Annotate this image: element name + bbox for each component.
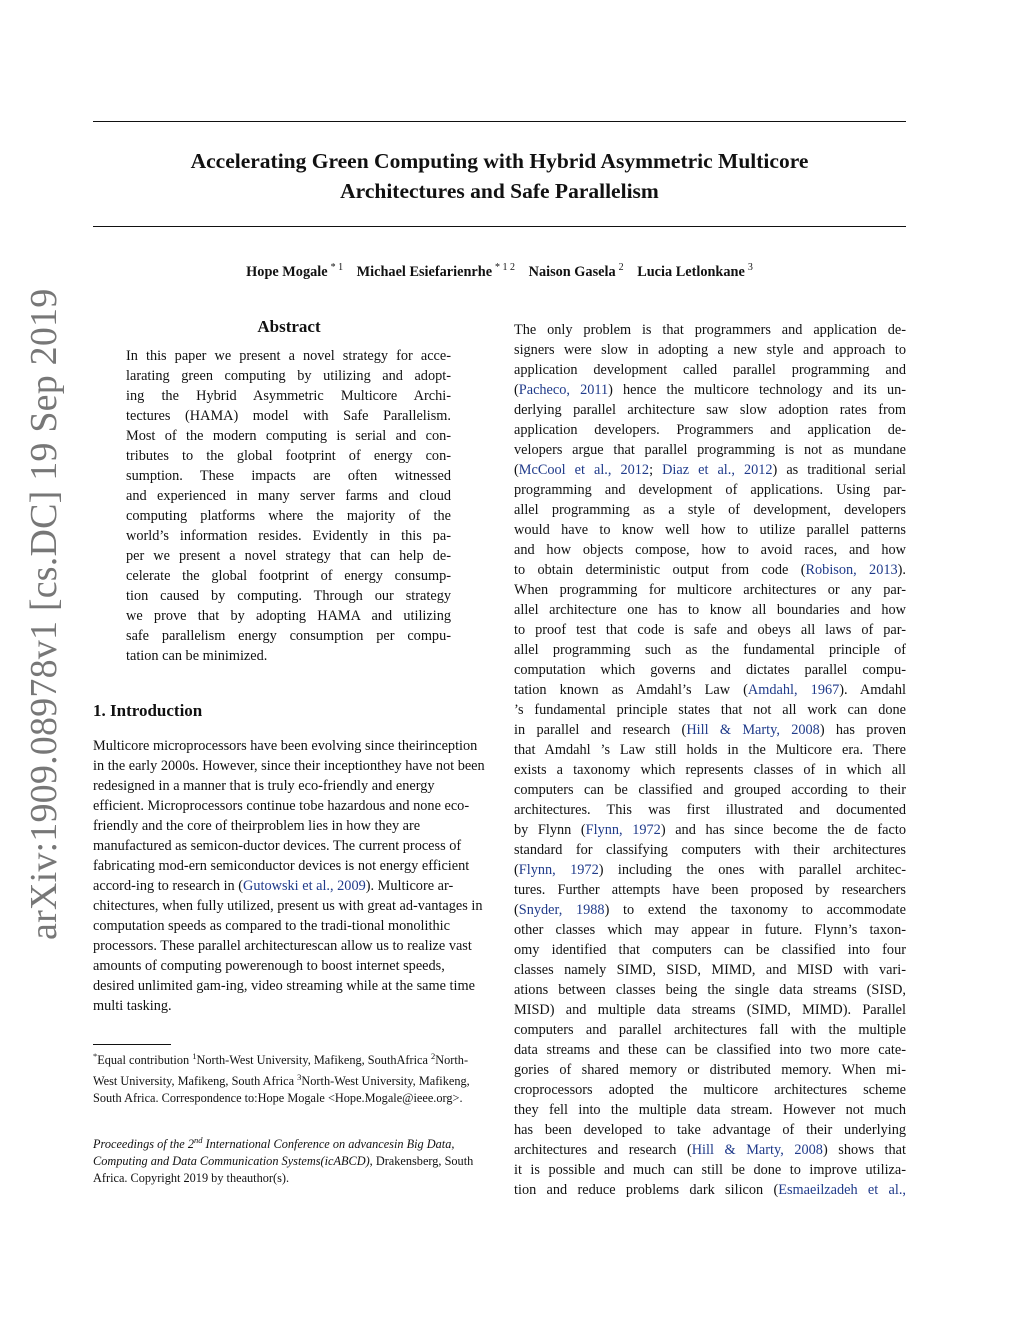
text-line: to obtain deterministic output from code (Robison, 2013). <box>514 562 906 578</box>
text-line: has been developed to take advantage of their underlying <box>514 1122 906 1138</box>
right-column-body <box>514 320 906 1200</box>
text-line: data streams and these can be classified into two more cate- <box>514 1042 906 1058</box>
text-line: In this paper we present a novel strategy for acce- <box>126 348 451 364</box>
text-line: in Big Data, Computing and Data Communication Systems <box>93 1137 455 1168</box>
text-line: ations between classes being the single data streams (SISD, <box>514 982 906 998</box>
text-line: exists a taxonomy which represents classes of in which all <box>514 762 906 778</box>
citation-link[interactable]: Hill & Marty, 2008 <box>691 1142 823 1158</box>
paper-title <box>93 146 906 206</box>
text-line: The only problem is that programmers and application de- <box>514 322 906 338</box>
author-affiliation-marks: * 1 2 <box>495 262 516 273</box>
text-line: programming and development of applications. Using par- <box>514 482 906 498</box>
proceedings-notice <box>93 1132 485 1187</box>
title-top-rule <box>93 121 906 122</box>
text-line: ern semiconductor devices is not energy efficient accord- <box>93 858 470 894</box>
text-line: be hazardous and none eco-friendly and the core of their <box>93 798 470 834</box>
text-line: would have to know well how to utilize parallel patterns <box>514 522 906 538</box>
text-line: computation which governs and dictates parallel compu- <box>514 662 906 678</box>
text-line: to proof test that code is safe and obeys all laws of par- <box>514 622 906 638</box>
text-line: allel programming as a style of development, developers <box>514 502 906 518</box>
text-line: by Flynn (Flynn, 1972) and has since become the de facto <box>514 822 906 838</box>
text-line: Proceedings of the 2nd International Conference on advances <box>93 1135 394 1151</box>
text-line: Most of the modern computing is serial and con- <box>126 428 451 444</box>
text-line: architectures and research (Hill & Marty, 2008) shows that <box>514 1142 906 1158</box>
citation-link[interactable]: Hill & Marty, 2008 <box>686 722 820 738</box>
citation-link[interactable]: Pacheco, 2011 <box>518 382 609 398</box>
text-line: sumption. These impacts are often witnessed <box>126 468 451 484</box>
text-line: Hope Mogale <Hope.Mogale@ieee.org>. <box>257 1091 463 1105</box>
introduction-heading: 1. Introduction <box>93 701 203 720</box>
text-line: chitectures, when fully utilized, present us with great ad- <box>93 898 418 914</box>
citation-link[interactable]: Amdahl, 1967 <box>747 682 840 698</box>
paper-title-line-2: Architectures and Safe Parallelism <box>340 179 659 203</box>
text-line: and experienced in many server farms and cloud <box>126 488 451 504</box>
text-line: (Flynn, 1972) including the ones with parallel architec- <box>514 862 906 878</box>
text-line: croprocessors adopted the multicore architectures scheme <box>514 1082 906 1098</box>
text-line: West University, Mafikeng, South Africa. Correspondence to: <box>93 1074 470 1105</box>
text-line: they have not been redesigned in a manner that is truly eco- <box>93 758 485 794</box>
citation-link[interactable]: McCool et al., 2012 <box>518 462 650 478</box>
author-name: Lucia Letlonkane <box>637 264 745 280</box>
author-affiliation-marks: 2 <box>618 262 624 273</box>
text-line: allel programming such as the fundamental principle of <box>514 642 906 658</box>
text-line: derlying parallel architecture saw slow adoption rates from <box>514 402 906 418</box>
text-line: problem lies in how they are manufactured as semicon- <box>93 818 421 854</box>
text-line: and how objects compose, how to avoid races, and how <box>514 542 906 558</box>
text-line: it is possible and much can still be done to improve utiliza- <box>514 1162 906 1178</box>
text-line: tributes to the global footprint of energy con- <box>126 448 451 464</box>
footnote <box>93 1048 485 1107</box>
text-line: tion caused by computing. Through our strategy <box>126 588 451 604</box>
text-line: vantages in computation speeds as compared to the tradi- <box>93 898 483 934</box>
text-line: *Equal contribution $^1$North-West University, Mafikeng, South <box>93 1051 397 1067</box>
text-line: that Amdahl ’s Law still holds in the Multicore era. There <box>514 742 906 758</box>
citation-link[interactable]: Gutowski et al., 2009 <box>243 878 366 894</box>
text-line: application developers. Programmers and application de- <box>514 422 906 438</box>
text-line: architectures. This was first illustrated and documented <box>514 802 906 818</box>
text-line: classes namely SIMD, SISD, MIMD, and MISD with vari- <box>514 962 906 978</box>
text-line: standard for classifying computers with their architectures <box>514 842 906 858</box>
text-line: signers were slow in adopting a new style and approach to <box>514 342 906 358</box>
citation-link[interactable]: Esmaeilzadeh et al., <box>778 1182 906 1198</box>
author-list <box>93 262 906 281</box>
text-line: celerate the global footprint of energy consump- <box>126 568 451 584</box>
footnote-rule <box>93 1044 171 1045</box>
text-line: (McCool et al., 2012; Diaz et al., 2012) as traditional serial <box>514 462 907 478</box>
text-line: ing the Hybrid Asymmetric Multicore Archi- <box>126 388 451 404</box>
author-name: Michael Esiefarienrhe <box>356 264 493 280</box>
citation-link[interactable]: Flynn, 1972 <box>585 822 661 838</box>
author <box>246 264 343 280</box>
citation-link[interactable]: Snyder, 1988 <box>518 902 605 918</box>
text-line: application development called parallel programming and <box>514 362 906 378</box>
citation-link[interactable]: Flynn, 1972 <box>518 862 599 878</box>
text-line: ing to research in (Gutowski et al., 2009). Multicore ar- <box>135 878 454 894</box>
text-line: friendly and energy efficient. Microprocessors continue to <box>93 778 435 814</box>
text-line: gories of shared memory or distributed memory. When mi- <box>514 1062 906 1078</box>
text-line: (icABCD), Drakensberg, South Africa. Copyright 2019 by the <box>93 1154 474 1185</box>
text-line: omy identified that computers can be classified into four <box>514 942 906 958</box>
text-line: ’s fundamental principle states that not all work can done <box>514 702 906 718</box>
abstract-heading: Abstract <box>257 317 321 336</box>
text-line: computers and parallel architectures fall with the multiple <box>514 1022 906 1038</box>
text-line: tectures (HAMA) model with Safe Parallelism. <box>126 408 451 424</box>
text-line: enough to boost internet speeds, desired unlimited gam- <box>93 958 445 994</box>
author <box>357 264 515 280</box>
text-line: computing platforms where the majority of the <box>126 508 451 524</box>
text-line: Multicore microprocessors have been evolving since their <box>93 738 425 754</box>
citation-link[interactable]: Robison, 2013 <box>805 562 898 578</box>
arxiv-identifier: arXiv:1909.08978v1 [cs.DC] 19 Sep 2019 <box>23 288 65 940</box>
text-line: tures. Further attempts have been proposed by researchers <box>514 882 906 898</box>
author <box>529 264 624 280</box>
text-line: Africa $^2$North-West University, Mafikeng, South Africa $^3$North- <box>93 1051 469 1088</box>
title-bottom-rule <box>93 226 906 227</box>
author-name: Hope Mogale <box>246 264 328 280</box>
text-line: (Pacheco, 2011) hence the multicore technology and its un- <box>514 382 907 398</box>
text-line: author(s). <box>241 1171 290 1185</box>
text-line: per we present a novel strategy that can help de- <box>126 548 451 564</box>
text-line: safe parallelism energy consumption per compu- <box>126 628 451 644</box>
text-line: tation known as Amdahl’s Law (Amdahl, 1967). Amdahl <box>514 682 906 698</box>
abstract-body <box>126 346 451 666</box>
text-line: in parallel and research (Hill & Marty, 2008) has proven <box>514 722 906 738</box>
paper-title-line-1: Accelerating Green Computing with Hybrid Asymmetric Multicore <box>190 149 809 173</box>
author <box>637 264 753 280</box>
text-line: larating green computing by utilizing and adopt- <box>126 368 451 384</box>
text-line: tion and reduce problems dark silicon (Esmaeilzadeh et al., <box>514 1182 906 1198</box>
text-line: When programming for multicore architectures or any par- <box>514 582 906 598</box>
text-line: velopers argue that parallel programming is not as mundane <box>514 442 906 458</box>
author-affiliation-marks: * 1 <box>330 262 344 273</box>
text-line: computers can be classified and grouped according to their <box>514 782 906 798</box>
citation-link[interactable]: Diaz et al., 2012 <box>662 462 773 478</box>
text-line: tation can be minimized. <box>126 648 268 664</box>
text-line: ing, video streaming while at the same time multi tasking. <box>93 978 475 1014</box>
text-line: tional monolithic processors. These parallel architectures <box>93 918 450 954</box>
text-line: allel architecture one has to know all boundaries and how <box>514 602 906 618</box>
text-line: MISD) and multiple data streams (SIMD, MIMD). Parallel <box>514 1002 906 1018</box>
text-line: inception in the early 2000s. However, since their inception <box>93 738 478 774</box>
text-line: they fell into the multiple data stream. However not much <box>514 1102 906 1118</box>
author-name: Naison Gasela <box>528 264 616 280</box>
text-line: other classes which may appear in future. Flynn’s taxon- <box>514 922 906 938</box>
text-line: can allow us to realize vast amounts of computing power <box>93 938 472 974</box>
author-affiliation-marks: 3 <box>747 262 753 273</box>
text-line: ductor devices. The current process of fabricating mod- <box>93 838 462 874</box>
introduction-body <box>93 736 485 1016</box>
text-line: we prove that by adopting HAMA and utilizing <box>126 608 451 624</box>
text-line: (Snyder, 1988) to extend the taxonomy to accommodate <box>514 902 906 918</box>
text-line: world’s information resides. Evidently in this pa- <box>126 528 451 544</box>
